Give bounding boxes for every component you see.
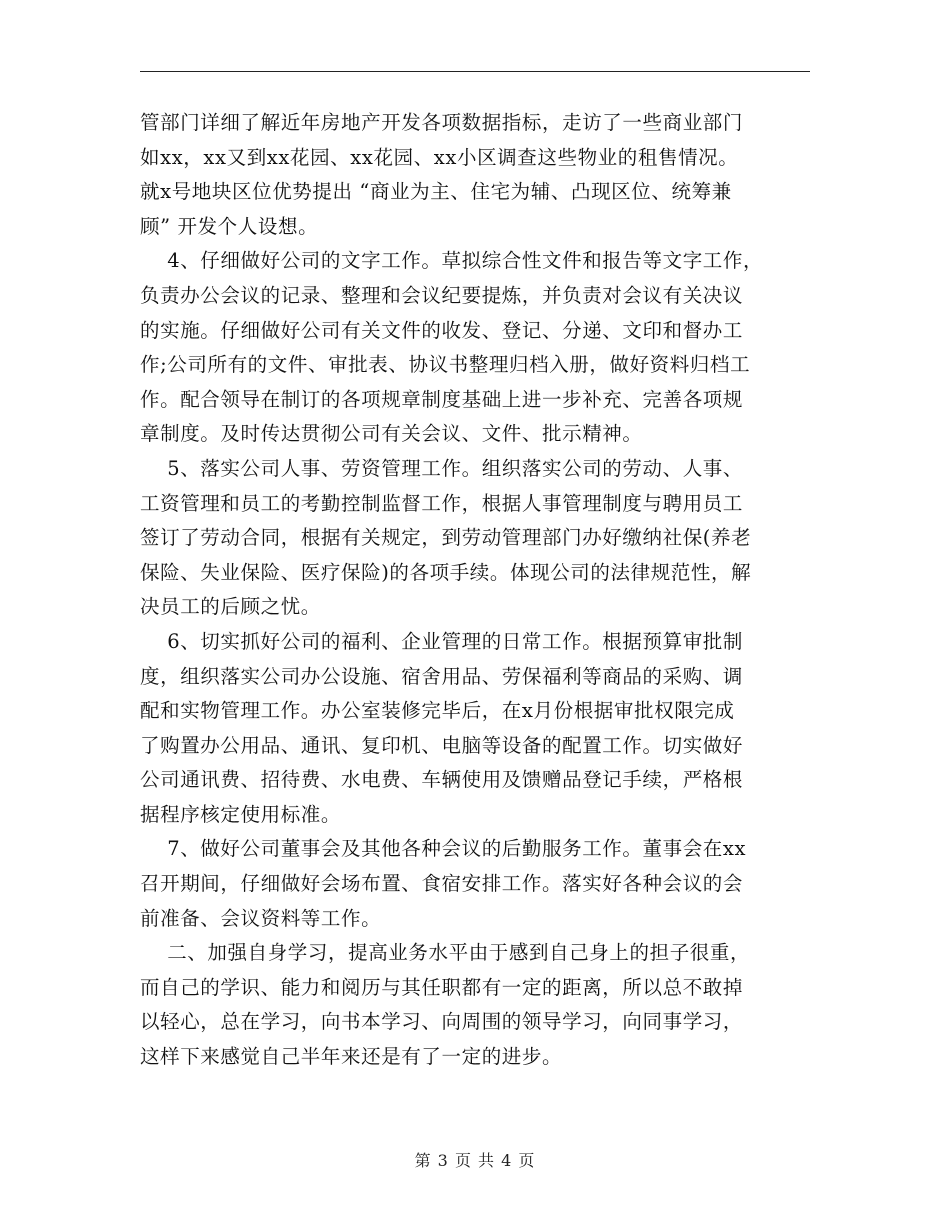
- text-line: 作。配合领导在制订的各项规章制度基础上进一步补充、完善各项规: [140, 387, 744, 411]
- text-line: 这样下来感觉自己半年来还是有了一定的进步。: [140, 1045, 563, 1069]
- header-rule: [140, 71, 810, 72]
- text-line: 配和实物管理工作。办公室装修完毕后，在x月份根据审批权限完成: [140, 699, 735, 723]
- text-line: 决员工的后顾之忧。: [140, 595, 321, 619]
- text-line: 就x号地块区位优势提出 “商业为主、住宅为辅、凸现区位、统筹兼: [140, 180, 732, 204]
- document-body: [140, 106, 830, 1075]
- text-line: 而自己的学识、能力和阅历与其任职都有一定的距离，所以总不敢掉: [140, 975, 744, 999]
- text-line: 了购置办公用品、通讯、复印机、电脑等设备的配置工作。切实做好: [140, 733, 744, 757]
- text-line: 前准备、会议资料等工作。: [140, 906, 382, 930]
- text-line: 4、仔细做好公司的文字工作。草拟综合性文件和报告等文字工作，: [140, 249, 764, 273]
- text-line: 6、切实抓好公司的福利、企业管理的日常工作。根据预算审批制: [140, 629, 744, 653]
- text-line: 度，组织落实公司办公设施、宿舍用品、劳保福利等商品的采购、调: [140, 664, 744, 688]
- text-line: 管部门详细了解近年房地产开发各项数据指标，走访了一些商业部门: [140, 111, 744, 134]
- text-line: 召开期间，仔细做好会场布置、食宿安排工作。落实好各种会议的会: [140, 872, 744, 896]
- text-line: 5、落实公司人事、劳资管理工作。组织落实公司的劳动、人事、: [140, 456, 744, 480]
- page-number: 第 3 页 共 4 页: [414, 1151, 536, 1170]
- text-line: 公司通讯费、招待费、水电费、车辆使用及馈赠品登记手续，严格根: [140, 768, 744, 792]
- text-line: 顾” 开发个人设想。: [140, 214, 319, 238]
- text-line: 保险、失业保险、医疗保险)的各项手续。体现公司的法律规范性，解: [140, 560, 752, 584]
- text-line: 签订了劳动合同，根据有关规定，到劳动管理部门办好缴纳社保(养老: [140, 526, 752, 550]
- text-line: 据程序核定使用标准。: [140, 802, 342, 826]
- text-line: 二、加强自身学习，提高业务水平由于感到自己身上的担子很重，: [140, 941, 751, 965]
- text-line: 7、做好公司董事会及其他各种会议的后勤服务工作。董事会在xx: [140, 837, 747, 861]
- text-line: 的实施。仔细做好公司有关文件的收发、登记、分递、文印和督办工: [140, 318, 744, 342]
- text-line: 作;公司所有的文件、审批表、协议书整理归档入册，做好资料归档工: [140, 353, 751, 377]
- text-line: 负责办公会议的记录、整理和会议纪要提炼，并负责对会议有关决议: [140, 283, 744, 307]
- text-line: 以轻心，总在学习，向书本学习、向周围的领导学习，向同事学习，: [140, 1010, 744, 1034]
- text-line: 章制度。及时传达贯彻公司有关会议、文件、批示精神。: [140, 422, 643, 446]
- text-line: 工资管理和员工的考勤控制监督工作，根据人事管理制度与聘用员工: [140, 491, 744, 515]
- text-line: 如xx，xx又到xx花园、xx花园、xx小区调查这些物业的租售情况。: [140, 145, 739, 169]
